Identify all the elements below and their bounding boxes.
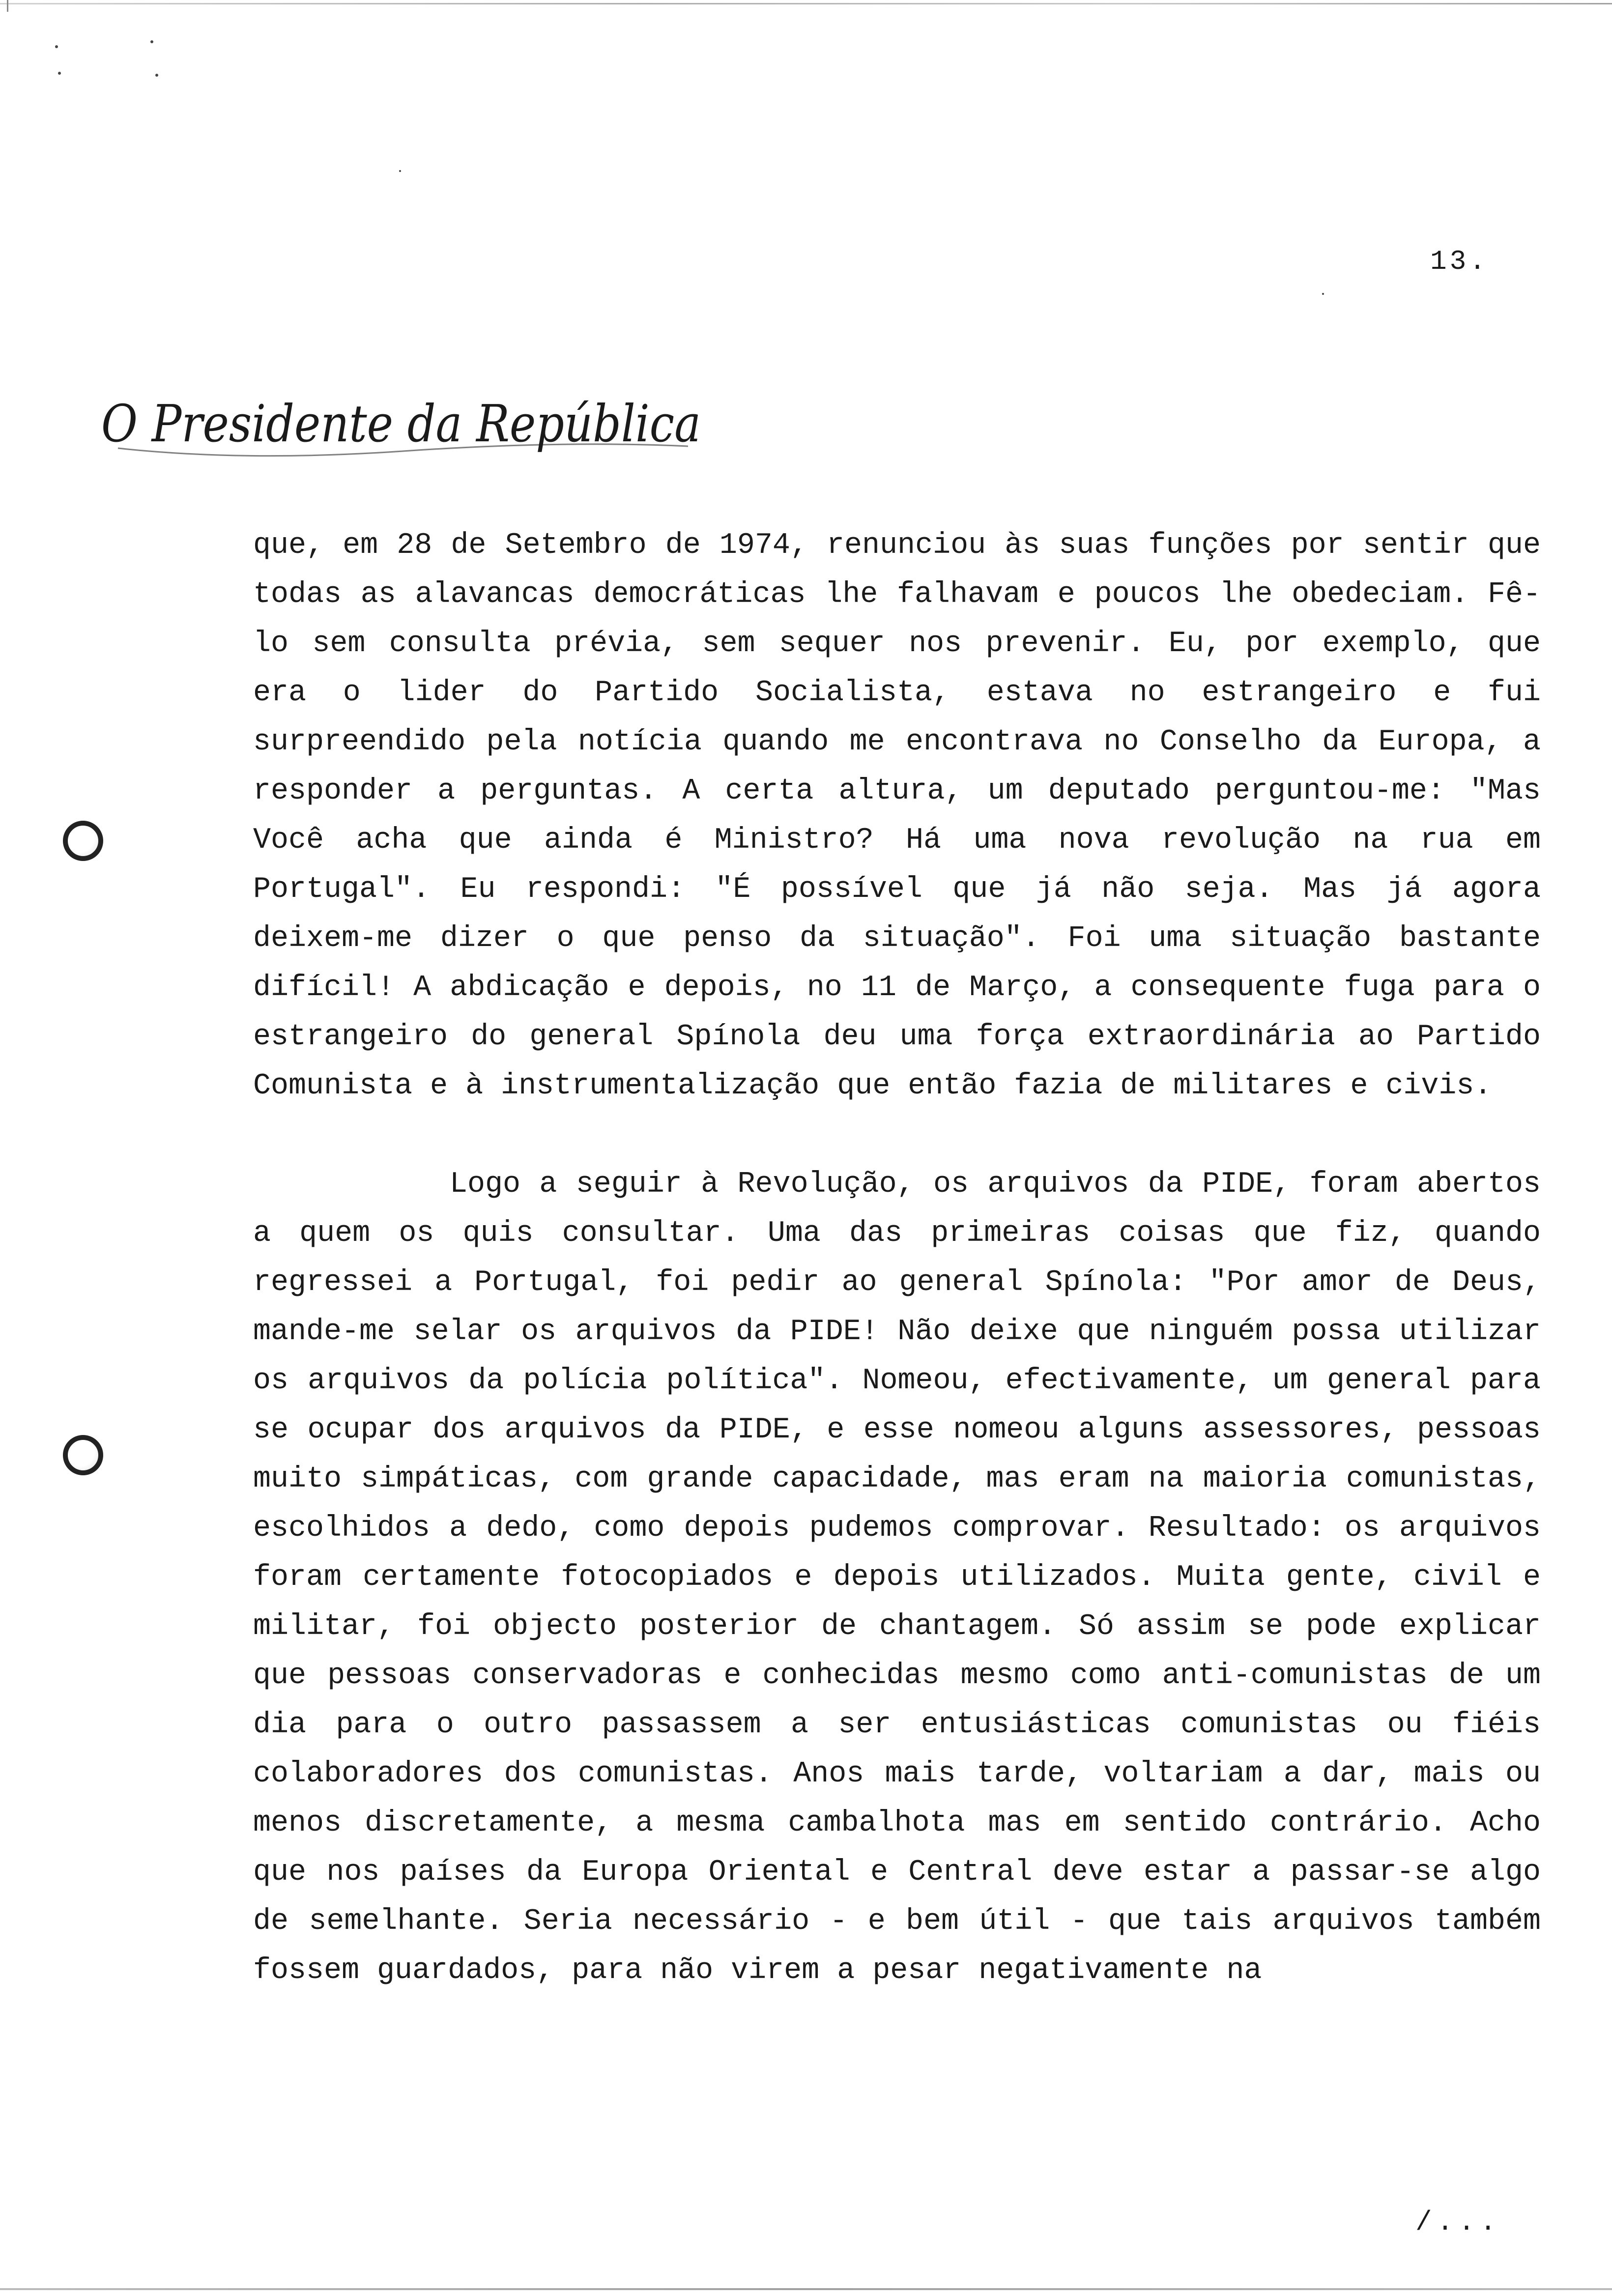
continuation-mark: /... — [1415, 2207, 1501, 2238]
letterhead — [98, 388, 708, 467]
scan-edge-tick — [7, 0, 8, 12]
scan-speck — [55, 45, 58, 48]
page-number: 13. — [1430, 246, 1489, 277]
letterhead-text: O Presidente da República — [101, 394, 701, 454]
scan-edge-top — [0, 3, 1612, 4]
scan-speck — [58, 72, 61, 75]
scan-speck — [399, 170, 401, 172]
paragraph: Logo a seguir à Revolução, os arquivos da PIDE, foram abertos a quem os quis consultar. Uma das primeiras coisas que fiz, quando regressei a Portugal, foi pedir ao general Spínola: "Por amor de Deus, mande-me selar os arquivos da PIDE! Não deixe que ninguém possa utilizar os arquivos da polícia política". Nomeou, efectivamente, um general para se ocupar dos arquivos da PIDE, e esse nomeou alguns assessores, pessoas muito simpáticas, com grande capacidade, mas eram na maioria comunistas, escolhidos a dedo, como depois pudemos comprovar. Resultado: os arquivos foram certamente fotocopiados e depois utilizados. Muita gente, civil e militar, foi objecto posterior de chantagem. Só assim se pode explicar que pessoas conservadoras e conhecidas mesmo como anti-comunistas de um dia para o outro passassem a ser entusiásticas comunistas ou fiéis colaboradores dos comunistas. Anos mais tarde, voltariam a dar, mais ou menos discretamente, a mesma cambalhota mas em sentido contrário. Acho que nos países da Europa Oriental e Central deve estar a passar-se algo de semelhante. Seria necessário - e bem útil - que tais arquivos também fossem guardados, para não virem a pesar negativamente na — [253, 1168, 1541, 1987]
scan-speck — [1322, 293, 1324, 295]
body-text — [253, 521, 1541, 1995]
paragraph: que, em 28 de Setembro de 1974, renunciou às suas funções por sentir que todas as alavancas democráticas lhe falhavam e poucos lhe obedeciam. Fê-lo sem consulta prévia, sem sequer nos prevenir. Eu, por exemplo, que era o lider do Partido Socialista, estava no estrangeiro e fui surpreendido pela notícia quando me encontrava no Conselho da Europa, a responder a perguntas. A certa altura, um deputado perguntou-me: "Mas Você acha que ainda é Ministro? Há uma nova revolução na rua em Portugal". Eu respondi: "É possível que já não seja. Mas já agora deixem-me dizer o que penso da situação". Foi uma situação bastante difícil! A abdicação e depois, no 11 de Março, a consequente fuga para o estrangeiro do general Spínola deu uma força extraordinária ao Partido Comunista e à instrumentalização que então fazia de militares e civis. — [253, 529, 1541, 1103]
letterhead-script — [98, 388, 708, 467]
punch-hole-lower — [63, 1435, 103, 1475]
scan-speck — [150, 40, 153, 43]
punch-hole-upper — [63, 821, 103, 861]
scan-speck — [155, 74, 158, 77]
scan-edge-bottom — [0, 2288, 1612, 2290]
